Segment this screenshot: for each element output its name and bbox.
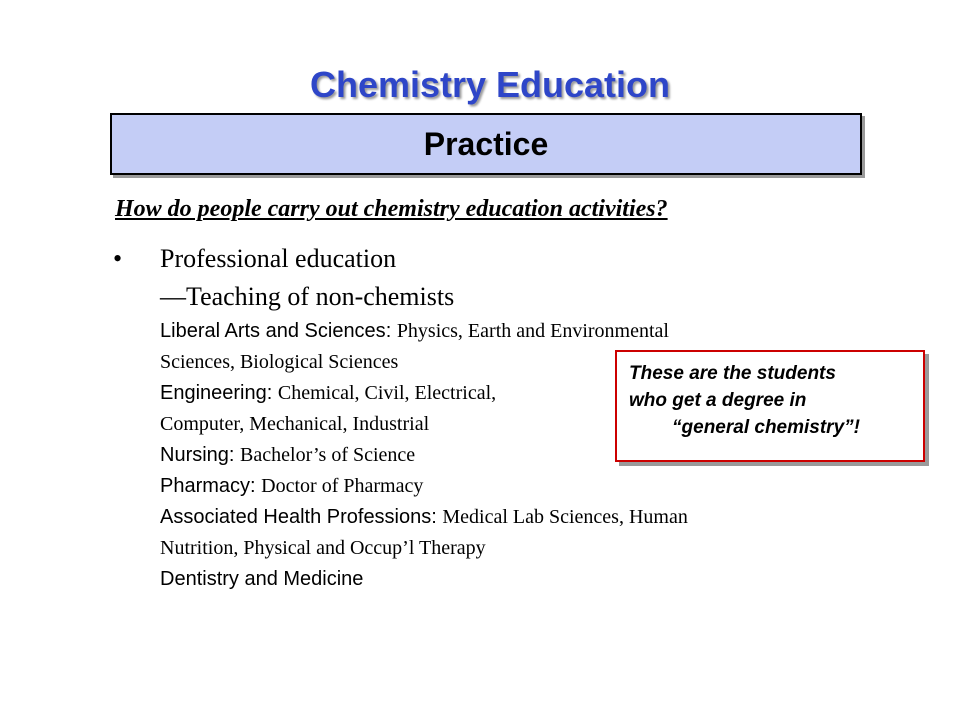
bullet-marker: • <box>113 244 123 273</box>
question-heading: How do people carry out chemistry education activities? <box>115 196 668 222</box>
callout-line: “general chemistry”! <box>672 417 860 438</box>
program-label: Nursing <box>160 444 229 466</box>
callout-line: who get a degree in <box>629 390 807 411</box>
program-separator: : <box>431 506 443 528</box>
program-line <box>160 533 920 564</box>
program-separator: : <box>250 475 262 497</box>
program-detail: Bachelor’s of Science <box>240 444 416 466</box>
program-line <box>160 502 920 533</box>
program-detail: Chemical, Civil, Electrical, <box>277 382 497 404</box>
program-line <box>160 471 920 502</box>
program-detail: Nutrition, Physical and Occup’l Therapy <box>160 537 486 559</box>
non-chemists-subheading: —Teaching of non-chemists <box>160 282 455 311</box>
subtitle-text: Practice <box>423 125 549 162</box>
program-line <box>160 316 920 347</box>
general-chemistry-callout <box>615 350 925 462</box>
program-detail: Physics, Earth and Environmental <box>396 320 669 342</box>
slide-title: Chemistry Education <box>309 64 671 105</box>
program-separator: : <box>266 382 278 404</box>
program-label: Pharmacy <box>160 475 251 497</box>
program-separator: : <box>228 444 241 466</box>
program-detail: Sciences, Biological Sciences <box>160 351 399 373</box>
program-line <box>160 564 920 595</box>
program-label: Liberal Arts and Sciences <box>160 320 386 342</box>
subtitle-banner <box>110 113 862 175</box>
program-label: Associated Health Professions <box>160 506 432 528</box>
program-detail: Medical Lab Sciences, Human <box>442 506 688 528</box>
program-label: Dentistry and Medicine <box>160 568 364 590</box>
callout-line: These are the students <box>629 363 836 384</box>
program-separator: : <box>385 320 397 342</box>
program-label: Engineering <box>160 382 267 404</box>
program-detail: Computer, Mechanical, Industrial <box>160 413 430 435</box>
program-detail: Doctor of Pharmacy <box>261 475 424 497</box>
professional-education-heading: Professional education <box>160 244 397 273</box>
